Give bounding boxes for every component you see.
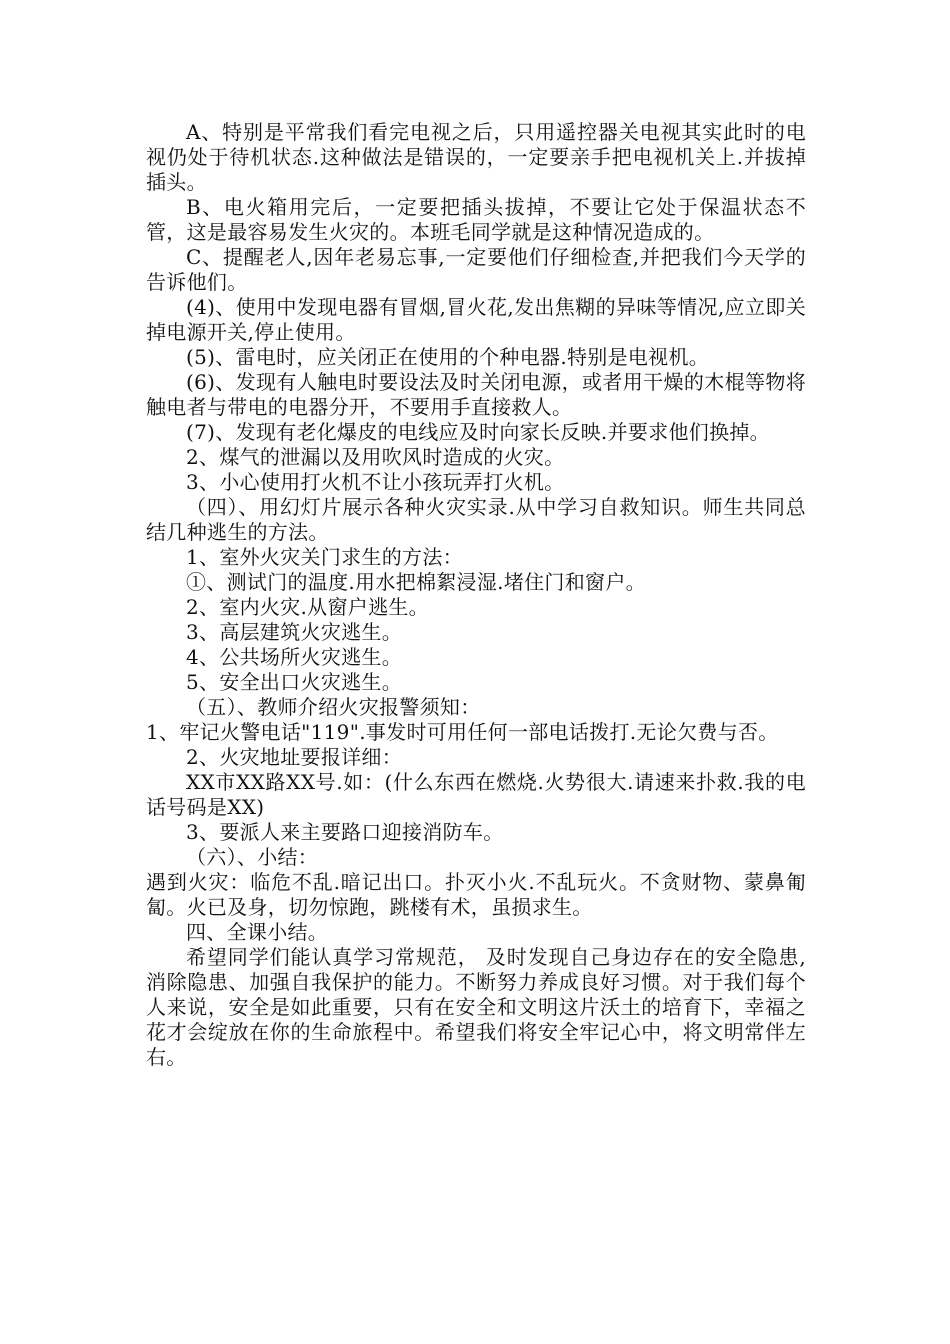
paragraph-6-electric-shock: (6)、发现有人触电时要设法及时关闭电源，或者用干燥的木棍等物将触电者与带电的电器分开，不要用手直接救人。 [146, 370, 806, 419]
escape-method-outdoor: 1、室外火灾关门求生的方法： [186, 545, 463, 569]
summary-fire-rules: 遇到火灾：临危不乱.暗记出口。扑灭小火.不乱玩火。不贪财物、蒙鼻匍匐。火已及身，切勿惊跑，跳楼有术，虽损求生。 [146, 870, 806, 919]
paragraph-lighter: 3、小心使用打火机不让小孩玩弄打火机。 [186, 470, 565, 494]
document-body [146, 120, 806, 1070]
section-five-heading: （五）、教师介绍火灾报警须知： [186, 695, 481, 719]
paragraph-c-remind-elders: C、提醒老人,因年老易忘事,一定要他们仔细检查,并把我们今天学的告诉他们。 [146, 245, 806, 294]
alarm-tip-119: 1、牢记火警电话"119".事发时可用任何一部电话拨打.无论欠费与否。 [146, 720, 779, 744]
paragraph-b-electric-box: B、电火箱用完后，一定要把插头拔掉，不要让它处于保温状态不管，这是最容易发生火灾的。本班毛同学就是这种情况造成的。 [146, 195, 806, 244]
alarm-tip-address: 2、火灾地址要报详细： [186, 745, 403, 769]
escape-method-exit: 5、安全出口火灾逃生。 [186, 670, 403, 694]
paragraph-4-smoke-sparks: (4)、使用中发现电器有冒烟,冒火花,发出焦糊的异味等情况,应立即关掉电源开关,停止使用。 [146, 295, 806, 344]
closing-paragraph: 希望同学们能认真学习常规范， 及时发现自己身边存在的安全隐患,消除隐患、加强自我保护的能力。不断努力养成良好习惯。对于我们每个人来说，安全是如此重要，只有在安全和文明这片沃土的培育下，幸福之花才会绽放在你的生命旅程中。希望我们将安全牢记心中，将文明常伴左右。 [146, 945, 806, 1069]
paragraph-7-aged-wires: (7)、发现有老化爆皮的电线应及时向家长反映.并要求他们换掉。 [186, 420, 770, 444]
section-course-summary-heading: 四、全课小结。 [186, 920, 329, 944]
alarm-tip-address-example: XX市XX路XX号.如：(什么东西在燃烧.火势很大.请速来扑救.我的电话号码是XX) [146, 770, 806, 819]
escape-method-door-test: ①、测试门的温度.用水把棉絮浸湿.堵住门和窗户。 [186, 570, 646, 594]
paragraph-a-tv-standby: A、特别是平常我们看完电视之后，只用遥控器关电视其实此时的电视仍处于待机状态.这种做法是错误的，一定要亲手把电视机关上.并拔掉插头。 [146, 120, 806, 194]
section-six-heading: （六）、小结： [186, 845, 319, 869]
escape-method-indoor: 2、室内火灾.从窗户逃生。 [186, 595, 429, 619]
escape-method-highrise: 3、高层建筑火灾逃生。 [186, 620, 403, 644]
paragraph-gas-leak: 2、煤气的泄漏以及用吹风时造成的火灾。 [186, 445, 565, 469]
paragraph-5-thunder: (5)、雷电时，应关闭正在使用的个种电器.特别是电视机。 [186, 345, 710, 369]
alarm-tip-meet-truck: 3、要派人来主要路口迎接消防车。 [186, 820, 504, 844]
section-four-heading: （四）、用幻灯片展示各种火灾实录.从中学习自救知识。师生共同总结几种逃生的方法。 [146, 495, 806, 544]
escape-method-public: 4、公共场所火灾逃生。 [186, 645, 403, 669]
